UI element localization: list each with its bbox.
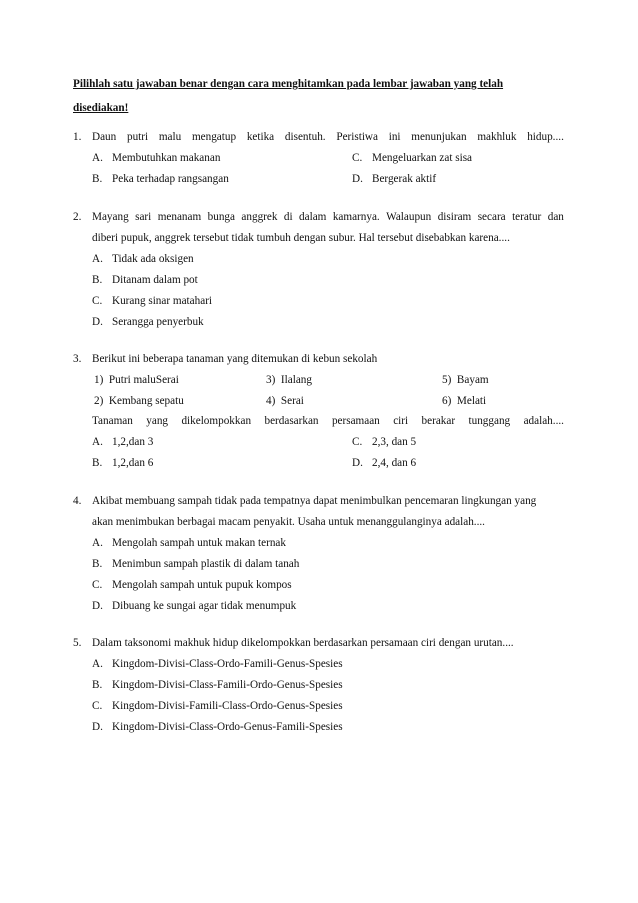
- option-a[interactable]: A. 1,2,dan 3: [92, 436, 154, 448]
- question-number: 4.: [73, 495, 82, 507]
- question-text: Berikut ini beberapa tanaman yang ditemukan di kebun sekolah: [92, 353, 378, 365]
- option-c[interactable]: C. 2,3, dan 5: [352, 436, 417, 448]
- plant-item: 4) Serai: [266, 395, 304, 407]
- option-d[interactable]: D. 2,4, dan 6: [352, 457, 417, 469]
- plant-item: 2) Kembang sepatu: [94, 395, 184, 407]
- option-a[interactable]: A. Tidak ada oksigen: [92, 253, 194, 265]
- option-b[interactable]: B. Ditanam dalam pot: [92, 274, 198, 286]
- question-number: 1.: [73, 131, 82, 143]
- option-d[interactable]: D. Serangga penyerbuk: [92, 316, 204, 328]
- question-number: 5.: [73, 637, 82, 649]
- option-c[interactable]: C. Kingdom-Divisi-Famili-Class-Ordo-Genus-Spesies: [92, 700, 343, 712]
- instruction-line-1: Pilihlah satu jawaban benar dengan cara menghitamkan pada lembar jawaban yang telah: [73, 78, 504, 90]
- option-c[interactable]: C. Kurang sinar matahari: [92, 295, 213, 307]
- option-a[interactable]: A. Membutuhkan makanan: [92, 152, 221, 164]
- instruction-line-2: disediakan!: [73, 102, 129, 114]
- option-d[interactable]: D. Bergerak aktif: [352, 173, 437, 185]
- question-number: 2.: [73, 211, 82, 223]
- option-b[interactable]: B. Kingdom-Divisi-Class-Famili-Ordo-Genus-Spesies: [92, 679, 343, 691]
- plant-item: 5) Bayam: [442, 374, 489, 386]
- plant-item: 6) Melati: [442, 395, 487, 407]
- plant-item: 1) Putri maluSerai: [94, 374, 179, 386]
- question-number: 3.: [73, 353, 82, 365]
- question-text-line-2: diberi pupuk, anggrek tersebut tidak tumbuh dengan subur. Hal tersebut disebabkan karena....: [92, 232, 510, 244]
- option-c[interactable]: C. Mengolah sampah untuk pupuk kompos: [92, 579, 292, 591]
- question-text: Dalam taksonomi makhuk hidup dikelompokkan berdasarkan persamaan ciri dengan urutan....: [92, 637, 514, 649]
- option-d[interactable]: D. Kingdom-Divisi-Class-Ordo-Genus-Famili-Spesies: [92, 721, 343, 733]
- option-c[interactable]: C. Mengeluarkan zat sisa: [352, 152, 473, 164]
- option-b[interactable]: B. Peka terhadap rangsangan: [92, 173, 229, 185]
- option-b[interactable]: B. 1,2,dan 6: [92, 457, 154, 469]
- question-text: Mayang sari menanam bunga anggrek di dalam kamarnya. Walaupun disiram secara teratur dan: [92, 211, 564, 223]
- question-text-line-2: akan menimbukan berbagai macam penyakit. Usaha untuk menanggulanginya adalah....: [92, 516, 485, 528]
- question-prompt: Tanaman yang dikelompokkan berdasarkan persamaan ciri berakar tunggang adalah....: [92, 415, 564, 427]
- plant-item: 3) Ilalang: [266, 374, 312, 386]
- option-a[interactable]: A. Mengolah sampah untuk makan ternak: [92, 537, 286, 549]
- option-a[interactable]: A. Kingdom-Divisi-Class-Ordo-Famili-Genus-Spesies: [92, 658, 343, 670]
- option-b[interactable]: B. Menimbun sampah plastik di dalam tanah: [92, 558, 300, 570]
- question-text-line-1: Akibat membuang sampah tidak pada tempatnya dapat menimbulkan pencemaran lingkungan yang: [92, 495, 537, 507]
- question-text: Daun putri malu mengatup ketika disentuh. Peristiwa ini menunjukan makhluk hidup....: [92, 131, 564, 143]
- option-d[interactable]: D. Dibuang ke sungai agar tidak menumpuk: [92, 600, 297, 612]
